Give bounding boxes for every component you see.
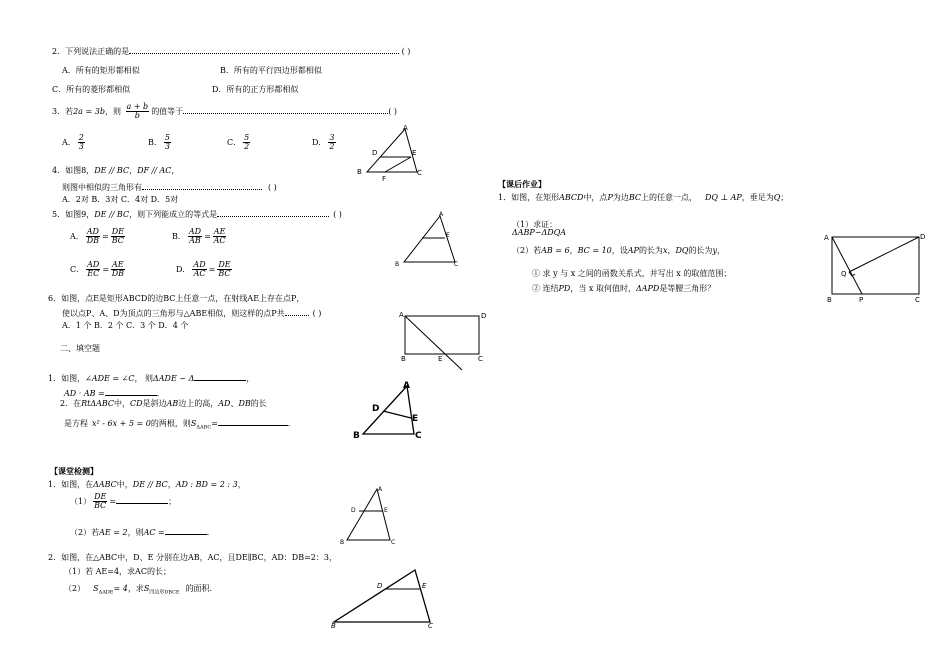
q5-a-n2: DE [111, 227, 124, 236]
hw-figure [822, 230, 932, 305]
q3-b-den: 3 [164, 142, 170, 152]
hw-l3-y: y [712, 246, 717, 255]
hw-l1-t2: 为边 [612, 193, 629, 202]
f2-t4: 的长 [250, 399, 267, 408]
f2-sub: ΔABC [196, 424, 212, 431]
hw-l5-t1: ，当 x 取何值时， [570, 284, 636, 293]
hw-l3-ab: AB = 6 [541, 246, 570, 255]
q5-a-eq: = [101, 231, 109, 241]
q5-d-eq: = [208, 264, 216, 274]
q5-d-n2: DE [218, 260, 231, 269]
c1-mid: 中， [116, 480, 133, 489]
fill-q2-line1 [60, 400, 267, 408]
q3-pre: 3．若 [52, 106, 74, 116]
q6-line2-text: 使以点P、A、D为顶点的三角形与△ABE相似，则这样的点P共 [62, 309, 285, 318]
q5-post: ，则下列能成立的等式是 [129, 210, 218, 219]
hw-l1-t3: 上的任意一点， [640, 193, 697, 202]
fill-q2-line2 [64, 417, 296, 431]
f1-cond: ∠ADE = ∠C [85, 374, 135, 383]
c1-eq: = [109, 496, 117, 506]
c1f-label-a: A [378, 486, 383, 493]
q4-line2 [62, 182, 277, 192]
c1-den: BC [94, 501, 107, 511]
hw-label-c: C [915, 296, 920, 304]
q2-option-b: B．所有的平行四边形都相似 [220, 66, 322, 75]
c1-pre: 1．如图，在 [48, 480, 94, 489]
q4-line2-text: 则图中相似的三角形有 [62, 183, 142, 192]
q5-d-n1: AD [193, 260, 206, 269]
hw-line2 [512, 221, 566, 237]
q5-d-d1: AC [193, 269, 206, 279]
hw-label-q: Q [841, 270, 847, 278]
f2-cd: CD [130, 399, 143, 408]
f2-s: S [190, 419, 197, 428]
q3-d-den: 2 [329, 142, 335, 152]
q5-pre: 5．如图9， [52, 210, 95, 219]
c1-p2-mid: ，则 [127, 528, 144, 537]
rect-label-d: D [481, 312, 487, 320]
check-q1-line1 [48, 481, 246, 489]
q3-option-c [227, 134, 252, 152]
fig8-label-b: B [357, 168, 362, 176]
c2-s: S [93, 584, 99, 593]
q5-b-label: B． [172, 231, 186, 241]
hw-label-a: A [824, 234, 829, 242]
q5-a-label: A． [70, 231, 84, 241]
q5-dots [217, 209, 329, 217]
fig9-label-b: B [395, 261, 400, 268]
q5-c-n2: AE [112, 260, 124, 269]
f1-end: ， [246, 374, 255, 383]
c1f-label-d: D [351, 507, 356, 514]
f2-blank[interactable] [218, 417, 288, 426]
check-section-title: 【课堂检测】 [50, 466, 98, 476]
q5-b-n1: AD [188, 227, 202, 236]
fig8-label-f: F [382, 175, 387, 183]
hw-line1 [498, 194, 788, 202]
q5-option-c [70, 261, 127, 279]
hw-l2-t2: ΔDQA [541, 228, 567, 237]
c1-ae: AE = 2 [99, 528, 128, 537]
c2-s2: S [143, 584, 150, 593]
hw-l5-pre: ② 连结 [532, 284, 559, 293]
c1-p1: （1） [70, 496, 92, 506]
hw-line4: ① 求 y 与 x 之间的函数关系式，并写出 x 的取值范围； [532, 269, 732, 278]
q2-dots [129, 46, 399, 54]
q2-paren: ( ) [401, 47, 411, 56]
q5-d-d2: BC [218, 269, 231, 279]
fill-q1-line1 [48, 372, 254, 383]
q3-c-den: 2 [244, 142, 250, 152]
hw-l5-t2: 是等腰三角形？ [659, 284, 716, 293]
hw-line3 [512, 247, 725, 255]
c1-p1-end: ； [168, 496, 177, 506]
hw-l1-q: Q [773, 193, 781, 202]
c1-blank1[interactable] [116, 495, 168, 504]
q5-option-a [70, 228, 127, 246]
f2-mid: 中， [114, 399, 131, 408]
c1-tri: ΔABC [93, 480, 117, 489]
q3-c-num: 5 [244, 133, 250, 142]
hw-l1-t1: 中，点 [583, 193, 608, 202]
fig8-label-a: A [403, 124, 408, 132]
c1-end: ， [237, 480, 246, 489]
f1-l2: AD · AB = [64, 389, 105, 398]
q4-stem [52, 167, 179, 175]
q6-line1: 6．如图，点E是矩形ABCD的边BC上任意一点，在射线AE上存在点P， [48, 294, 305, 303]
q5-c-d2: DB [111, 269, 124, 279]
q5-a-n1: AD [86, 227, 99, 236]
c2f-label-c: C [428, 622, 433, 630]
q5-c-d1: EC [87, 269, 100, 279]
hw-l2-sim: ∽ [534, 228, 542, 237]
hw-label-b: B [827, 296, 832, 304]
hw-l1-end: ； [780, 193, 789, 202]
hw-l3-sep: ， [569, 246, 578, 255]
hw-l3-bc: BC = 10 [577, 246, 612, 255]
c1-ratio: AD : BD = 2 : 3 [175, 480, 238, 489]
q6-line2 [62, 308, 321, 318]
f2-t3: 、 [230, 399, 239, 408]
check-q1-part2 [70, 526, 215, 537]
fill-section-title: 二、填空题 [60, 344, 100, 353]
q4-paren: ( ) [268, 183, 277, 192]
f1-mid: ， 则 [134, 374, 153, 383]
q5-c-eq: = [102, 264, 110, 274]
c1f-label-c: C [391, 539, 396, 546]
hw-l1-pre: 1．如图，在矩形 [498, 193, 560, 202]
f2-l2b: 的两根，则 [150, 419, 191, 428]
fb-label-c: C [415, 431, 422, 441]
rect-figure [396, 308, 496, 378]
f2-pre: 2．在 [60, 399, 82, 408]
f1-blank1[interactable] [194, 372, 246, 381]
hw-l3-end: ， [716, 246, 725, 255]
q3-a-label: A． [62, 137, 76, 147]
c2f-label-d: D [377, 582, 383, 590]
c1-p2-end: ． [206, 528, 215, 537]
fig9-label-a: A [439, 211, 444, 218]
c1-num: DE [94, 492, 107, 501]
q4-end: ， [171, 166, 180, 175]
q4-options: A．2对 B．3对 C．4对 D．5对 [62, 195, 179, 204]
check-q2-line2: （1）若 AE=4，求AC的长； [64, 567, 171, 576]
q5-option-d [176, 261, 234, 279]
c1-p2: （2）若 [70, 528, 100, 537]
f2-db: DB [238, 399, 251, 408]
f2-t2: 边上的高， [178, 399, 219, 408]
c2-val: = 4 [113, 584, 128, 593]
hw-l5-pd: PD [558, 284, 571, 293]
q5-paren: ( ) [333, 210, 342, 219]
rect-label-a: A [399, 311, 404, 319]
q3-dots [183, 106, 388, 114]
fig9-label-c: C [454, 261, 459, 268]
q5-b-n2: AE [213, 227, 226, 236]
hw-l1-p: P [607, 193, 613, 202]
f2-tri: RtΔABC [81, 399, 115, 408]
q3-post: 的值等于 [151, 106, 184, 116]
f2-ad: AD [218, 399, 231, 408]
hw-line5 [532, 285, 715, 293]
f1-blank2[interactable] [105, 387, 157, 396]
q4-sep: ， [129, 166, 138, 175]
q2-option-d: D．所有的正方形都相似 [212, 85, 299, 94]
hw-l3-t2: 的长为 [638, 246, 663, 255]
c2-end: 的面积. [185, 584, 213, 593]
q3-a-den: 3 [78, 142, 84, 152]
f1-tri: ΔADE ∽ Δ [153, 374, 195, 383]
q3-paren: ( ) [388, 106, 397, 116]
q3-b-label: B． [148, 137, 162, 147]
hw-label-p: P [859, 296, 864, 304]
c1f-label-b: B [340, 539, 345, 546]
q2-stem [52, 46, 410, 56]
hw-l2-t1: ΔABP [512, 228, 535, 237]
q5-a-d2: BC [111, 236, 124, 246]
q5-d-label: D． [176, 264, 191, 274]
hw-l1-rect: ABCD [559, 193, 584, 202]
hw-l5-tri: ΔAPD [635, 284, 660, 293]
fill-figure [350, 378, 430, 443]
q4-cond1: DE // BC [94, 166, 130, 175]
fb-label-d: D [372, 404, 380, 414]
fb-label-e: E [412, 414, 419, 424]
q2-text: 2．下列说法正确的是 [52, 47, 130, 56]
q3-a-num: 2 [78, 133, 84, 142]
check-figure-1 [340, 484, 405, 546]
fig9-label-e: E [446, 232, 450, 239]
q5-cond: DE // BC [94, 210, 130, 219]
f2-eq: x² - 6x + 5 = 0 [92, 419, 151, 428]
q3-d-num: 3 [329, 133, 335, 142]
q3-d-label: D． [312, 137, 327, 147]
f2-t1: 是斜边 [142, 399, 167, 408]
c1-ac: AC = [143, 528, 165, 537]
rect-label-b: B [401, 355, 406, 363]
c1f-label-e: E [384, 507, 388, 514]
q5-c-label: C． [70, 264, 85, 274]
q3-den: b [134, 111, 140, 121]
q3-c-label: C． [227, 137, 242, 147]
q6-options: A．1 个 B．2 个 C．3 个 D．4 个 [62, 321, 189, 330]
q3-mid: ，则 [104, 106, 121, 116]
figure-9 [395, 210, 465, 270]
c2-p2: （2） [64, 584, 86, 593]
check-figure-2 [325, 568, 445, 632]
q3-cond: 2a = 3b [73, 106, 105, 116]
q3-option-d [312, 134, 338, 152]
q5-a-d1: DB [86, 236, 100, 246]
q3-num: a + b [126, 102, 149, 111]
q3-b-num: 5 [164, 133, 170, 142]
rect-label-c: C [478, 355, 483, 363]
check-q2-line1: 2．如图，在△ABC中，D、E 分别在边AB，AC，且DE∥BC，AD：DB=2：3， [48, 553, 337, 562]
f2-s-eq: = [211, 419, 218, 428]
rect-label-e: E [438, 355, 443, 363]
q5-b-d1: AB [189, 236, 201, 246]
hw-l1-t4: ，垂足为 [741, 193, 774, 202]
fig8-label-e: E [412, 149, 417, 157]
hw-l3-x: x [662, 246, 668, 255]
q5-b-d2: AC [213, 236, 226, 246]
c2f-label-b: B [331, 622, 336, 630]
f1-pre: 1．如图， [48, 374, 86, 383]
q5-b-eq: = [204, 231, 211, 241]
fb-label-a: A [403, 381, 410, 391]
f2-l2: 是方程 [64, 419, 88, 428]
q4-cond2: DF // AC [137, 166, 172, 175]
q6-dots [285, 308, 309, 316]
q2-option-a: A．所有的矩形都相似 [62, 66, 140, 75]
c2-mid: ，求 [127, 584, 144, 593]
fig8-label-d: D [372, 149, 378, 157]
q2-option-c: C．所有的菱形都相似 [52, 85, 131, 94]
c1-sep: ， [167, 480, 176, 489]
q3-option-b [148, 134, 173, 152]
f2-ab: AB [166, 399, 179, 408]
q3-stem [52, 103, 397, 121]
q5-stem [52, 209, 342, 219]
c2f-label-e: E [422, 582, 427, 590]
q5-option-b [172, 228, 228, 246]
q3-fraction [126, 103, 150, 121]
f2-end: ． [287, 419, 296, 428]
hw-section-title: 【课后作业】 [498, 179, 546, 189]
hw-l3-t3: ， [667, 246, 676, 255]
hw-l3-t1: ，设 [611, 246, 628, 255]
check-q2-line3 [64, 585, 212, 596]
fb-label-b: B [353, 431, 360, 441]
fill-q1-line2 [64, 387, 165, 398]
f1-l2-end: ． [156, 389, 165, 398]
hw-l1-perp: DQ ⊥ AP [704, 193, 742, 202]
hw-l3-pre: （2）若 [512, 246, 542, 255]
q4-pre: 4．如图8， [52, 166, 95, 175]
hw-l3-ap: AP [627, 246, 639, 255]
c2-sub: ΔADE [98, 589, 114, 596]
q4-dots [142, 182, 262, 190]
hw-l2-pre: （1）求证： [512, 220, 558, 229]
hw-label-d: D [920, 233, 926, 241]
q3-option-a [62, 134, 87, 152]
fig8-label-c: C [417, 169, 422, 177]
c2-sub2: 四边形DBCE [149, 589, 180, 596]
hw-l3-dq: DQ [675, 246, 689, 255]
figure-8 [352, 122, 432, 182]
c1-blank2[interactable] [165, 526, 207, 535]
hw-l1-bc: BC [628, 193, 641, 202]
q5-c-n1: AD [87, 260, 100, 269]
q6-paren: ( ) [312, 309, 322, 318]
c1-par: DE // BC [132, 480, 168, 489]
hw-l3-t4: 的长为 [688, 246, 713, 255]
check-q1-part1 [70, 493, 176, 511]
